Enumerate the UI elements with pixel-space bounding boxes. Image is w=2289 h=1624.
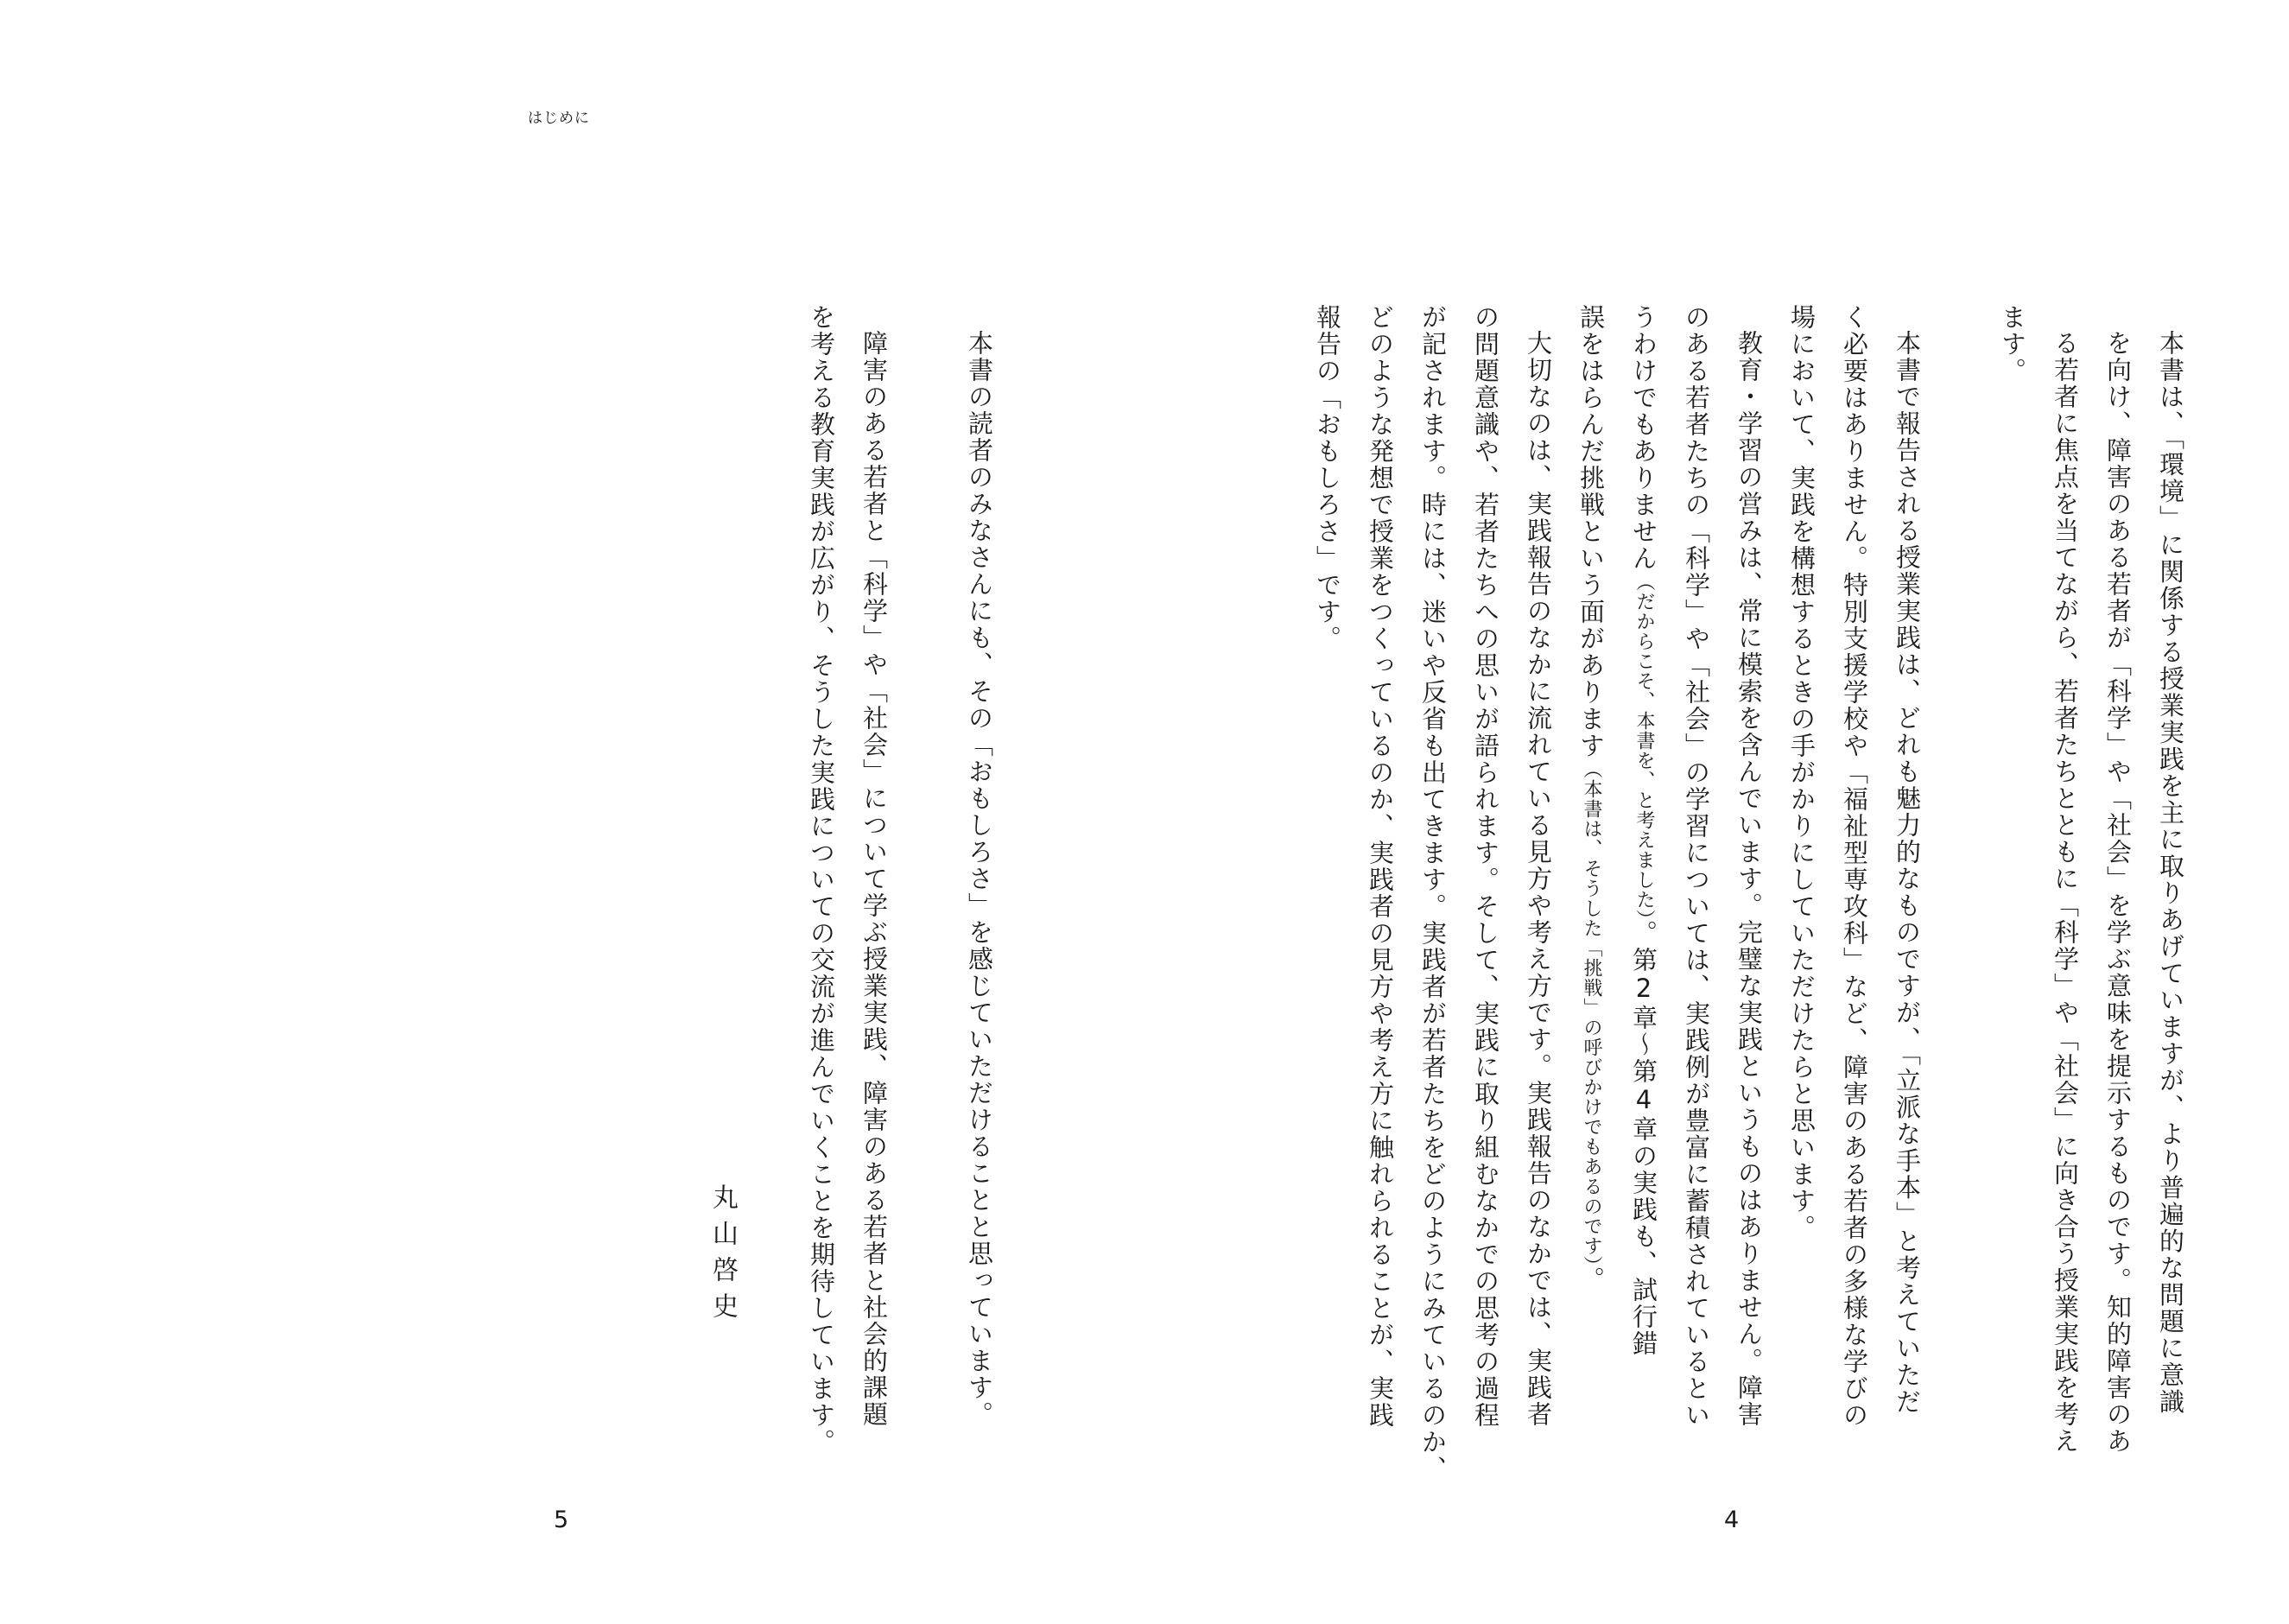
author-signature: 丸山啓史: [707, 1183, 738, 1329]
page-number: 5: [554, 1507, 569, 1533]
text-column: どのような発想で授業をつくっているのか、実践者の見方や考え方に触れられることが、実践: [1366, 304, 1395, 1429]
text-column: を考える教育実践が広がり、そうした実践についての交流が進んでいくことを期待しています。: [807, 304, 836, 1456]
text-column: [1576, 304, 1606, 1293]
text-column: のある若者たちの「科学」や「社会」の学習については、実践例が豊富に蓄積されているとい: [1682, 304, 1711, 1429]
text-column: を向け、障害のある若者が「科学」や「社会」を学ぶ意味を提示するものです。知的障害のあ: [2103, 330, 2133, 1455]
page-number: 4: [1724, 1507, 1740, 1533]
column-aside-text: （だからこそ、本書を、と考えました）: [1633, 572, 1655, 920]
column-main-text: 。第2章～第4章の実践も、試行錯: [1629, 920, 1658, 1357]
text-column: [1631, 304, 1656, 1357]
column-main-text: 誤をはらんだ挑戦という面があります: [1576, 304, 1606, 759]
text-column: 障害のある若者と「科学」や「社会」について学ぶ授業実践、障害のある若者と社会的課題: [859, 330, 889, 1428]
text-column: ます。: [1998, 304, 2027, 384]
text-column: が記されます。時には、迷いや反省も出てきます。実践者が若者たちをどのようにみているのか、: [1418, 304, 1448, 1482]
text-column: 本書の読者のみなさんにも、その「おもしろさ」を感じていただけることと思っています。: [965, 330, 994, 1428]
text-column: 本書で報告される授業実践は、どれも魅力的なものですが、「立派な手本」と考えていただ: [1893, 330, 1922, 1416]
running-head: はじめに: [528, 110, 590, 127]
text-column: く必要はありません。特別支援学校や「福祉型専攻科」など、障害のある若者の多様な学びの: [1840, 304, 1869, 1429]
text-column: 報告の「おもしろさ」です。: [1313, 304, 1342, 652]
column-main-text: 。: [1576, 1266, 1606, 1293]
text-column: 教育・学習の営みは、常に模索を含んでいます。完璧な実践というものはありません。障害: [1734, 330, 1764, 1428]
text-column: の問題意識や、若者たちへの思いが語られます。そして、実践に取り組むなかでの思考の過程: [1471, 304, 1500, 1429]
text-column: る若者に焦点を当てながら、若者たちとともに「科学」や「社会」に向き合う授業実践を考え: [2051, 330, 2080, 1455]
column-main-text: うわけでもありません: [1629, 304, 1658, 572]
text-column: 場において、実践を構想するときの手がかりにしていただけたらと思います。: [1787, 304, 1817, 1241]
column-aside-text: （本書は、そうした「挑戦」の呼びかけでもあるのです）: [1581, 759, 1602, 1266]
text-column: 本書は、「環境」に関係する授業実践を主に取りあげていますが、より普遍的な問題に意識: [2156, 330, 2185, 1416]
text-column: 大切なのは、実践報告のなかに流れている見方や考え方です。実践報告のなかでは、実践者: [1524, 330, 1553, 1428]
